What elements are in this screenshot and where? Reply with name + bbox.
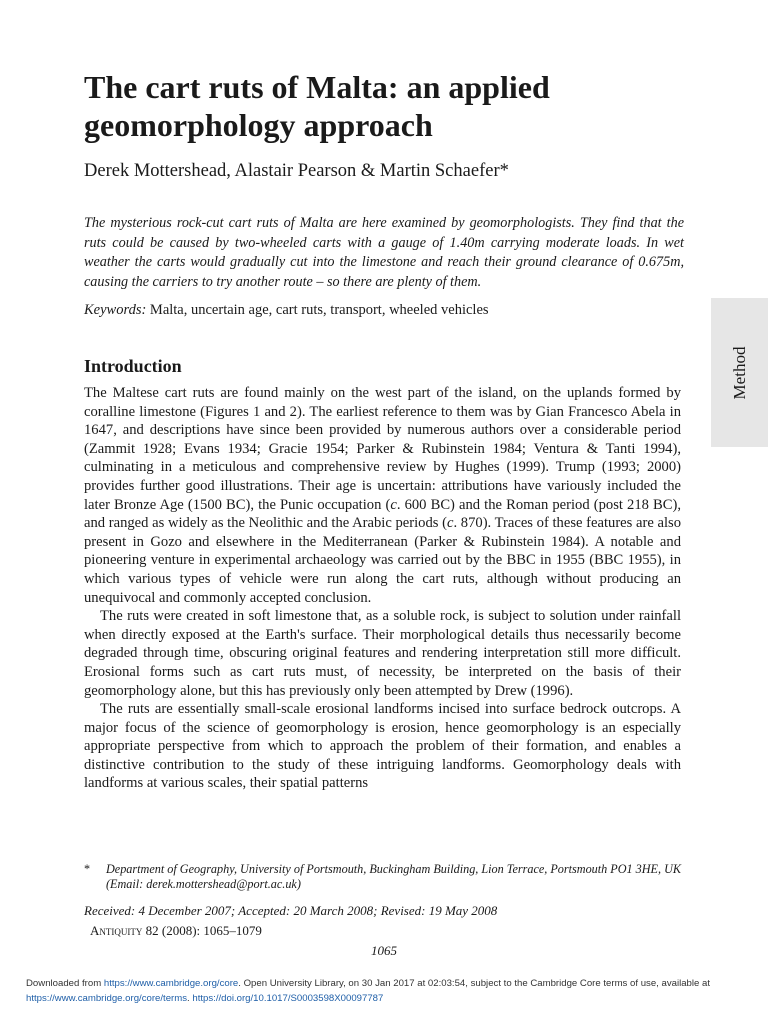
journal-citation <box>90 922 690 940</box>
footnote-text: Department of Geography, University of Portsmouth, Buckingham Building, Lion Terrace, Portsmouth PO1 3HE, UK (Email: derek.mottershead@port.ac.uk) <box>106 862 682 891</box>
paragraph-3: The ruts are essentially small-scale erosional landforms incised into surface bedrock outcrops. A major focus of the science of geomorphology is erosion, hence geomorphology is an especially appropriate perspective from which to approach the problem of their formation, and enables a distinctive contribution to the study of these intriguing landforms. Geomorphology deals with landforms at various scales, their spatial patterns <box>84 701 681 792</box>
footnote-mark: * <box>84 862 91 876</box>
circa-1: c <box>390 496 397 513</box>
citation-details: 82 (2008): 1065–1079 <box>145 923 262 938</box>
circa-2: c <box>447 515 454 532</box>
title-line-1: The cart ruts of Malta: an applied <box>84 69 550 105</box>
paragraph-1-part-c: . 870). Traces of these features are also present in Gozo and elsewhere in the Mediterranean (Parker & Rubinstein 1984). A notable and pioneering venture in experimental archaeology was carried out by the BBC in 1955 (BBC 1955), in which various types of vehicle were run along the cart ruts, although without producing an unequivocal and commonly accepted conclusion. <box>84 515 682 606</box>
paragraph-1-part-b: . 600 BC) and the Roman period (post 218 BC), and ranged as widely as the Neolithic and the Arabic periods ( <box>84 496 681 532</box>
footnote <box>84 862 684 892</box>
title-line-2: geomorphology approach <box>84 107 433 143</box>
download-footer <box>26 976 746 1006</box>
download-middle: . Open University Library, on 30 Jan 2017 at 02:03:54, subject to the Cambridge Core terms of use, available at <box>238 978 711 989</box>
section-heading: Introduction <box>84 356 182 376</box>
body-text <box>84 384 681 793</box>
section-side-tab <box>711 298 768 447</box>
doi-link[interactable]: https://doi.org/10.1017/S0003598X00097787 <box>192 993 384 1004</box>
journal-name: Antiquity <box>90 923 143 938</box>
abstract: The mysterious rock-cut cart ruts of Malta are here examined by geomorphologists. They find that the ruts could be caused by two-wheeled carts with a gauge of 1.40m carrying moderate loads. In wet weather the carts would gradually cut into the limestone and reach their ground clearance of 0.675m, causing the carriers to try another route – so there are plenty of them. <box>84 215 684 290</box>
article-title <box>84 68 684 144</box>
download-prefix: Downloaded from <box>26 978 102 989</box>
keywords-label: Keywords: <box>84 302 147 318</box>
keywords <box>84 300 684 320</box>
paragraph-1 <box>84 384 681 607</box>
page-number: 1065 <box>371 943 397 958</box>
terms-link[interactable]: https://www.cambridge.org/core/terms <box>26 993 188 1004</box>
author-list: Derek Mottershead, Alastair Pearson & Martin Schaefer* <box>84 161 509 181</box>
cambridge-core-link[interactable]: https://www.cambridge.org/core <box>103 978 239 989</box>
received-dates: Received: 4 December 2007; Accepted: 20 March 2008; Revised: 19 May 2008 <box>84 903 498 918</box>
paragraph-2: The ruts were created in soft limestone that, as a soluble rock, is subject to solution under rainfall when directly exposed at the Earth's surface. Their morphological details thus necessarily become degraded through time, obscuring original features and rendering interpretation still more difficult. Erosional forms such as cart ruts must, of necessity, be interpreted on the basis of their geomorphology alone, but this has previously only been attempted by Drew (1996). <box>84 608 681 699</box>
keywords-text: Malta, uncertain age, cart ruts, transport, wheeled vehicles <box>149 302 489 318</box>
link-separator: . <box>187 993 190 1004</box>
side-tab-label: Method <box>729 346 749 399</box>
paragraph-1-part-a: The Maltese cart ruts are found mainly on the west part of the island, on the uplands formed by coralline limestone (Figures 1 and 2). The earliest reference to them was by Gian Francesco Abela in 1647, and descriptions have since been provided by numerous authors over a considerable period (Zammit 1928; Evans 1934; Gracie 1954; Parker & Rubinstein 1984; Ventura & Tanti 1994), culminating in a meticulous and comprehensive review by Hughes (1999). Trump (1993; 2000) provides further good illustrations. Their age is uncertain: attributions have variously included the later Bronze Age (1500 BC), the Punic occupation ( <box>84 385 681 513</box>
